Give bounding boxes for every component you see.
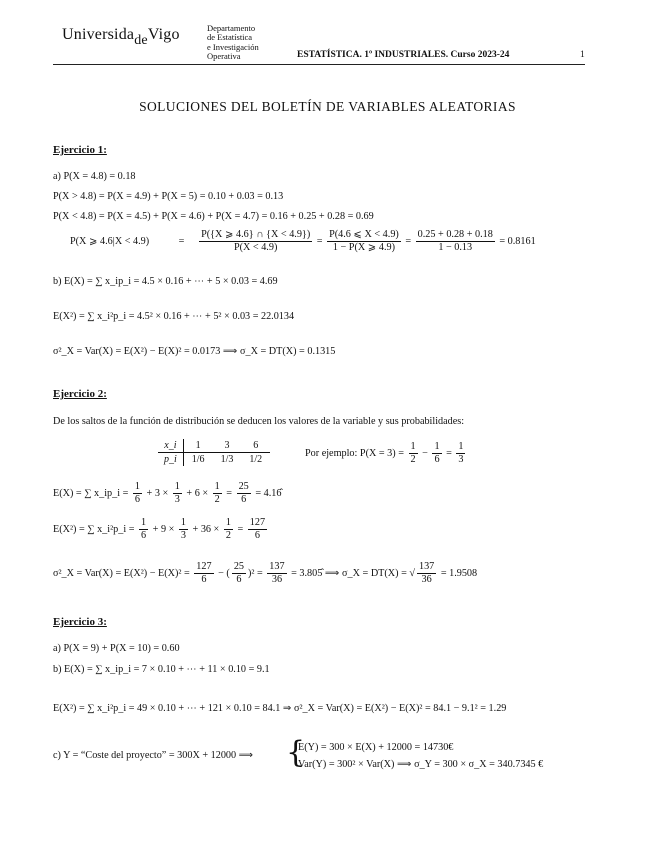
- exercise-1-heading: Ejercicio 1:: [53, 144, 107, 156]
- table-cell: 6: [241, 439, 270, 453]
- exercise-2-heading: Ejercicio 2:: [53, 388, 107, 400]
- ex1-line-a1: a) P(X = 4.8) = 0.18: [53, 171, 136, 182]
- ex1-line-a3: P(X < 4.8) = P(X = 4.5) + P(X = 4.6) + P(X = 4.7) = 0.16 + 0.25 + 0.28 = 0.69: [53, 211, 374, 222]
- header-rule: [53, 64, 585, 65]
- ex3-cost-expectation: E(Y) = 300 × E(X) + 12000 = 14730€: [298, 742, 454, 753]
- table-header-x: x_i: [158, 439, 183, 453]
- ex1-line-a2: P(X > 4.8) = P(X = 4.9) + P(X = 5) = 0.10 + 0.03 = 0.13: [53, 191, 284, 202]
- page-title: SOLUCIONES DEL BOLETÍN DE VARIABLES ALEATORIAS: [139, 99, 516, 114]
- ex3-line-a: a) P(X = 9) + P(X = 10) = 0.60: [53, 643, 180, 654]
- ex2-example: Por ejemplo: P(X = 3) = $\frac{1}{2}$ − $\frac{1}{6}$ = $\frac{1}{3}$: [305, 441, 464, 465]
- table-cell: 1: [183, 439, 212, 453]
- department-name: Departamento de Estatística e Investigación Operativa: [207, 23, 259, 62]
- ex2-variance: σ²_X = Var(X) = E(X²) − E(X)² = $\frac{127}{6}$ − ( $\frac{25}{6}$ )² = $\frac{137}{36}$ = 3.805̂ ⟹ σ_X = DT(X) = √ $\frac{137}{36}$ = 1.9508: [53, 561, 478, 585]
- page-number: 1: [580, 50, 585, 60]
- ex3-cost-definition: c) Y = “Coste del proyecto” = 300X + 12000 ⟹: [53, 750, 254, 761]
- brace-symbol: {: [286, 735, 306, 770]
- ex1-second-moment: E(X²) = ∑ x_i²p_i = 4.5² × 0.16 + ⋯ + 5² × 0.03 = 22.0134: [53, 311, 295, 322]
- table-cell: 1/2: [249, 454, 263, 465]
- exercise-3-heading: Ejercicio 3:: [53, 616, 107, 628]
- ex1-conditional-prob: P(X ⩾ 4.6|X < 4.9) = $\frac{P(\{X ⩾ 4.6\} \cap \{X < 4.9\})}{P(X < 4.9)}$ = $\frac{P(4.6 ⩽ X < 4.9)}{1 - P(X ⩾ 4.9)}$ = $\frac{0.25 + 0.28 + 0.18}{1 - 0.13}$ = 0.8161: [70, 229, 536, 253]
- table-header-p: p_i: [158, 453, 183, 467]
- table-cell: 1/3: [220, 454, 234, 465]
- ex2-intro: De los saltos de la función de distribución se deducen los valores de la variable y sus probabilidades:: [53, 416, 465, 427]
- ex3-variance: E(X²) = ∑ x_i²p_i = 49 × 0.10 + ⋯ + 121 × 0.10 = 84.1 ⇒ σ²_X = Var(X) = E(X²) − E(X)² = 84.1 − 9.1² = 1.29: [53, 703, 507, 714]
- ex2-second-moment: E(X²) = ∑ x_i²p_i = $\frac{1}{6}$ + 9 × $\frac{1}{3}$ + 36 × $\frac{1}{2}$ = $\frac{127}{6}$: [53, 517, 266, 541]
- ex1-expectation: b) E(X) = ∑ x_ip_i = 4.5 × 0.16 + ⋯ + 5 × 0.03 = 4.69: [53, 276, 278, 287]
- ex3-cost-variance: Var(Y) = 300² × Var(X) ⟹ σ_Y = 300 × σ_X = 340.7345 €: [298, 759, 544, 770]
- ex3-expectation: b) E(X) = ∑ x_ip_i = 7 × 0.10 + ⋯ + 11 × 0.10 = 9.1: [53, 664, 270, 675]
- table-cell: 3: [213, 439, 242, 453]
- distribution-table: [158, 439, 270, 466]
- ex2-expectation: E(X) = ∑ x_ip_i = $\frac{1}{6}$ + 3 × $\frac{1}{3}$ + 6 × $\frac{1}{2}$ = $\frac{25}{6}$ = 4.16̂: [53, 481, 282, 505]
- course-title: ESTATÍSTICA. 1º INDUSTRIALES. Curso 2023-24: [297, 50, 510, 60]
- ex1-variance: σ²_X = Var(X) = E(X²) − E(X)² = 0.0173 ⟹ σ_X = DT(X) = 0.1315: [53, 346, 336, 357]
- university-logo: UniversidadeVigo: [62, 26, 180, 48]
- table-cell: 1/6: [191, 454, 205, 465]
